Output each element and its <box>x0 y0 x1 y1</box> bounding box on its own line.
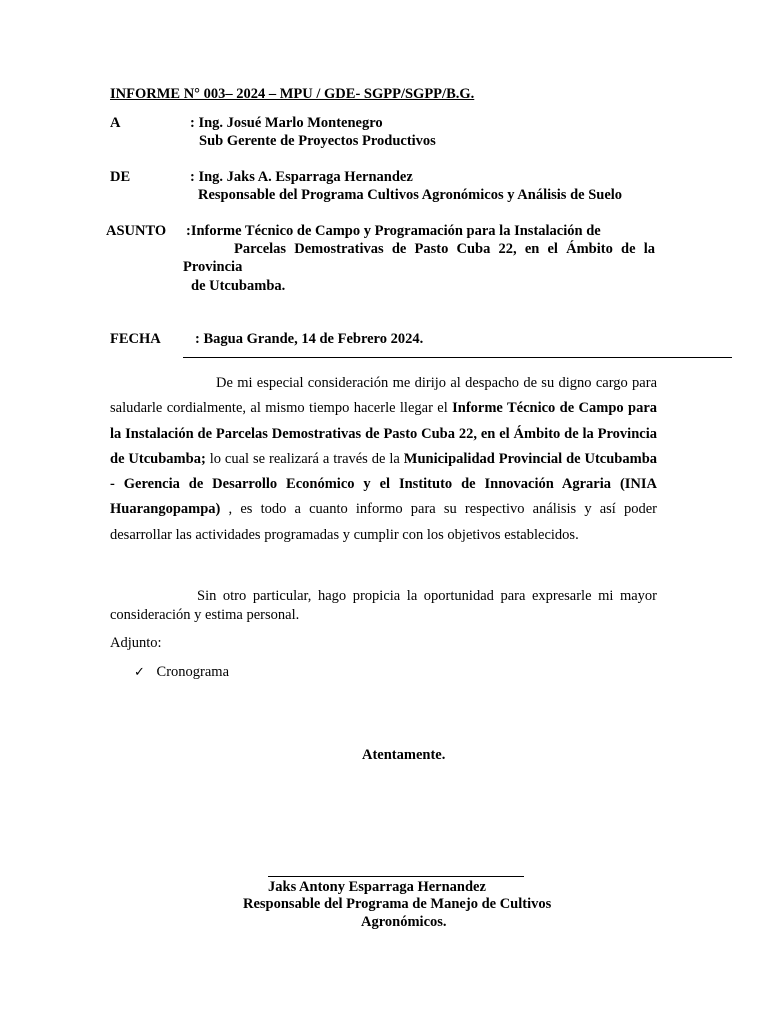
p1-text-c: lo cual se realizará a través de la <box>205 450 404 467</box>
date-value: : Bagua Grande, 14 de Febrero 2024. <box>195 331 424 347</box>
to-label: A <box>110 115 121 131</box>
report-title: INFORME N° 003– 2024 – MPU / GDE- SGPP/SGPP/B.G. <box>110 86 475 102</box>
subject-line-4: de Utcubamba. <box>191 278 286 294</box>
signature-name: Jaks Antony Esparraga Hernandez <box>268 879 486 895</box>
p1-report-title: Informe Técnico de Campo para la Instalación de Parcelas Demostrativas de Pasto Cuba 22, en el Ámbito de la Provincia de Utcubamba; <box>110 400 657 467</box>
p1-text-a: De mi especial consideración me dirijo al despacho de su digno cargo para saludarle cordialmente, al mismo tiempo hacerle llegar el <box>110 375 657 417</box>
date-label: FECHA <box>110 331 161 347</box>
body-paragraph-2 <box>110 587 657 625</box>
from-position: Responsable del Programa Cultivos Agronómicos y Análisis de Suelo <box>198 187 623 203</box>
from-label: DE <box>110 169 131 185</box>
p2-text: Sin otro particular, hago propicia la oportunidad para expresarle mi mayor consideración y estima personal. <box>110 588 657 623</box>
signature-title-line-2: Agronómicos. <box>361 914 447 930</box>
subject-line-2: Parcelas Demostrativas de Pasto Cuba 22, en el Ámbito de la <box>234 241 655 257</box>
subject-line-3: Provincia <box>183 259 243 275</box>
attachment-item-label: Cronograma <box>156 664 230 680</box>
p1-institutions: Municipalidad Provincial de Utcubamba - Gerencia de Desarrollo Económico y el Instituto de Innovación Agraria (INIA Huarangopampa) <box>110 450 658 518</box>
attachments-label: Adjunto: <box>110 635 162 651</box>
subject-line-1: :Informe Técnico de Campo y Programación para la Instalación de <box>186 223 601 239</box>
signature-title-line-1: Responsable del Programa de Manejo de Cultivos <box>243 896 552 912</box>
closing-text: Atentamente. <box>362 747 446 763</box>
from-name: : Ing. Jaks A. Esparraga Hernandez <box>190 169 413 185</box>
p1-text-e: , es todo a cuanto informo para su respectivo análisis y así poder desarrollar las actividades programadas y cumplir con los objetivos establecidos. <box>110 501 657 543</box>
to-name: : Ing. Josué Marlo Montenegro <box>190 115 383 131</box>
body-paragraph-1 <box>110 371 657 548</box>
check-icon: ✓ <box>134 665 145 680</box>
attachment-item <box>134 664 229 681</box>
to-position: Sub Gerente de Proyectos Productivos <box>199 133 436 149</box>
header-divider <box>183 357 732 358</box>
signature-line <box>268 876 524 877</box>
subject-label: ASUNTO <box>106 223 167 239</box>
